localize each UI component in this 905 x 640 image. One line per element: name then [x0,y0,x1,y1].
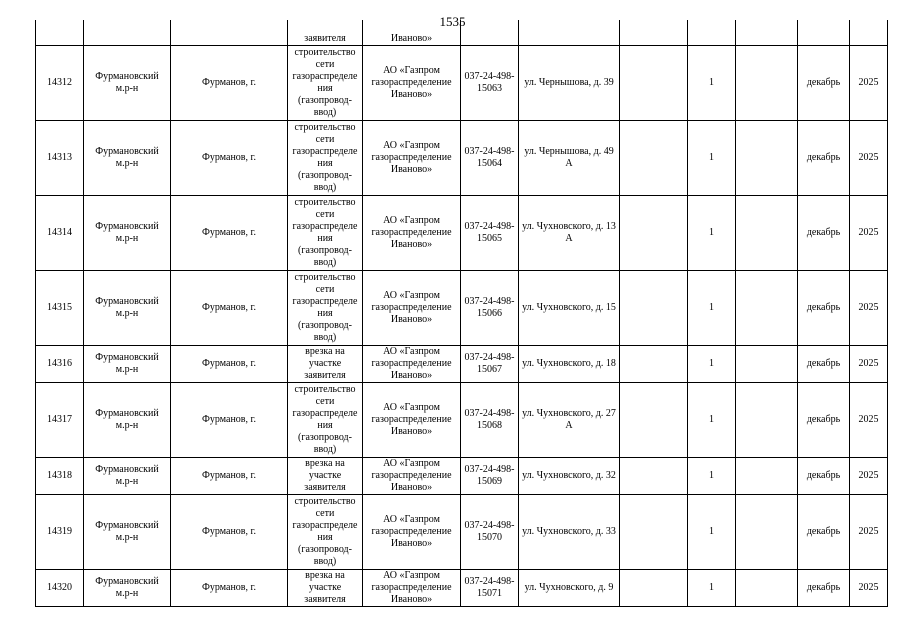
cell-work-type: заявителя [288,20,363,45]
cell-empty-1 [620,345,688,382]
cell-locality: Фурманов, г. [171,195,288,270]
cell-year: 2025 [850,270,888,345]
cell-empty-1 [620,382,688,457]
cell-qty: 1 [688,345,736,382]
cell-locality [171,20,288,45]
cell-num: 14315 [36,270,84,345]
cell-empty-1 [620,270,688,345]
cell-locality: Фурманов, г. [171,569,288,606]
cell-code: 037-24-498-15065 [461,195,519,270]
cell-qty: 1 [688,569,736,606]
cell-empty-2 [736,494,798,569]
cell-locality: Фурманов, г. [171,382,288,457]
cell-empty-2 [736,569,798,606]
cell-empty-1 [620,494,688,569]
cell-empty-1 [620,20,688,45]
cell-year: 2025 [850,195,888,270]
cell-num: 14316 [36,345,84,382]
cell-address: ул. Чернышова, д. 49 А [519,120,620,195]
cell-organization: АО «Газпром газораспределение Иваново» [363,195,461,270]
cell-qty: 1 [688,45,736,120]
cell-district: Фурмановский м.р-н [84,270,171,345]
cell-year: 2025 [850,120,888,195]
cell-month: декабрь [798,345,850,382]
table-row [36,120,888,195]
cell-qty: 1 [688,195,736,270]
cell-organization: АО «Газпром газораспределение Иваново» [363,382,461,457]
cell-empty-2 [736,457,798,494]
cell-num: 14312 [36,45,84,120]
register-table [35,20,888,607]
cell-organization: Иваново» [363,20,461,45]
cell-empty-1 [620,195,688,270]
cell-work-type: строительство сети газораспределения (газопровод-ввод) [288,382,363,457]
cell-num: 14319 [36,494,84,569]
cell-empty-1 [620,569,688,606]
cell-year: 2025 [850,382,888,457]
cell-code: 037-24-498-15064 [461,120,519,195]
cell-organization: АО «Газпром газораспределение Иваново» [363,45,461,120]
cell-work-type: врезка на участке заявителя [288,345,363,382]
cell-month: декабрь [798,195,850,270]
cell-empty-2 [736,345,798,382]
cell-address: ул. Чернышова, д. 39 [519,45,620,120]
cell-district: Фурмановский м.р-н [84,569,171,606]
cell-address: ул. Чухновского, д. 33 [519,494,620,569]
cell-locality: Фурманов, г. [171,270,288,345]
cell-district: Фурмановский м.р-н [84,195,171,270]
cell-empty-2 [736,45,798,120]
cell-work-type: врезка на участке заявителя [288,457,363,494]
table-row [36,195,888,270]
cell-address: ул. Чухновского, д. 27 А [519,382,620,457]
table-body [36,20,888,606]
cell-year: 2025 [850,45,888,120]
cell-month: декабрь [798,45,850,120]
cell-code: 037-24-498-15068 [461,382,519,457]
cell-code: 037-24-498-15067 [461,345,519,382]
cell-num: 14317 [36,382,84,457]
cell-code: 037-24-498-15063 [461,45,519,120]
table-row [36,457,888,494]
cell-work-type: строительство сети газораспределения (газопровод-ввод) [288,195,363,270]
cell-organization: АО «Газпром газораспределение Иваново» [363,457,461,494]
cell-district: Фурмановский м.р-н [84,45,171,120]
continuation-row [36,20,888,45]
table-row [36,345,888,382]
cell-year: 2025 [850,569,888,606]
cell-code: 037-24-498-15071 [461,569,519,606]
cell-month: декабрь [798,494,850,569]
cell-work-type: строительство сети газораспределения (газопровод-ввод) [288,270,363,345]
cell-locality: Фурманов, г. [171,120,288,195]
cell-qty [688,20,736,45]
cell-empty-2 [736,20,798,45]
cell-month: декабрь [798,382,850,457]
cell-empty-1 [620,120,688,195]
cell-year: 2025 [850,494,888,569]
cell-organization: АО «Газпром газораспределение Иваново» [363,569,461,606]
cell-year: 2025 [850,457,888,494]
cell-num: 14320 [36,569,84,606]
cell-district [84,20,171,45]
cell-qty: 1 [688,457,736,494]
cell-year: 2025 [850,345,888,382]
cell-address: ул. Чухновского, д. 9 [519,569,620,606]
table-row [36,382,888,457]
cell-work-type: строительство сети газораспределения (газопровод-ввод) [288,494,363,569]
cell-empty-2 [736,195,798,270]
cell-month: декабрь [798,270,850,345]
cell-month: декабрь [798,457,850,494]
cell-empty-2 [736,270,798,345]
cell-district: Фурмановский м.р-н [84,382,171,457]
cell-month: декабрь [798,569,850,606]
cell-num: 14318 [36,457,84,494]
cell-empty-1 [620,45,688,120]
cell-work-type: строительство сети газораспределения (газопровод-ввод) [288,45,363,120]
cell-work-type: врезка на участке заявителя [288,569,363,606]
cell-work-type: строительство сети газораспределения (газопровод-ввод) [288,120,363,195]
table-row [36,270,888,345]
cell-empty-1 [620,457,688,494]
cell-district: Фурмановский м.р-н [84,120,171,195]
cell-empty-2 [736,120,798,195]
cell-num [36,20,84,45]
cell-address: ул. Чухновского, д. 15 [519,270,620,345]
cell-month: декабрь [798,120,850,195]
cell-locality: Фурманов, г. [171,457,288,494]
cell-organization: АО «Газпром газораспределение Иваново» [363,270,461,345]
page-number: 1535 [439,14,466,29]
cell-address [519,20,620,45]
cell-address: ул. Чухновского, д. 32 [519,457,620,494]
cell-qty: 1 [688,120,736,195]
cell-organization: АО «Газпром газораспределение Иваново» [363,345,461,382]
cell-code: 037-24-498-15069 [461,457,519,494]
cell-organization: АО «Газпром газораспределение Иваново» [363,120,461,195]
cell-organization: АО «Газпром газораспределение Иваново» [363,494,461,569]
cell-code: 037-24-498-15066 [461,270,519,345]
cell-qty: 1 [688,270,736,345]
cell-district: Фурмановский м.р-н [84,494,171,569]
table-row [36,569,888,606]
cell-num: 14313 [36,120,84,195]
cell-year [850,20,888,45]
cell-district: Фурмановский м.р-н [84,345,171,382]
cell-num: 14314 [36,195,84,270]
cell-address: ул. Чухновского, д. 13 А [519,195,620,270]
table-row [36,494,888,569]
cell-locality: Фурманов, г. [171,345,288,382]
cell-district: Фурмановский м.р-н [84,457,171,494]
table-row [36,45,888,120]
cell-locality: Фурманов, г. [171,45,288,120]
cell-qty: 1 [688,494,736,569]
cell-address: ул. Чухновского, д. 18 [519,345,620,382]
cell-code: 037-24-498-15070 [461,494,519,569]
cell-month [798,20,850,45]
cell-locality: Фурманов, г. [171,494,288,569]
cell-qty: 1 [688,382,736,457]
cell-code [461,20,519,45]
cell-empty-2 [736,382,798,457]
